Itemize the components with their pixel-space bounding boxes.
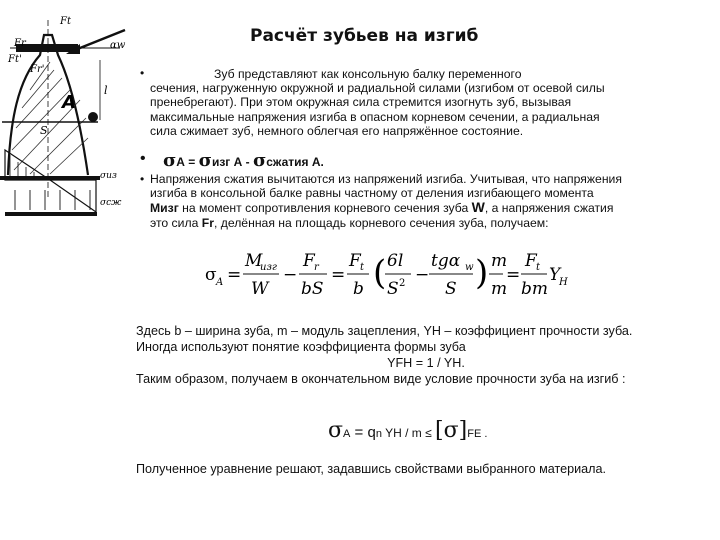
paragraph-1 bbox=[150, 67, 710, 138]
p3-line1: Здесь b – ширина зуба, m – модуль зацепления, YH – коэффициент прочности зуба. bbox=[136, 324, 633, 338]
f-s2: S bbox=[387, 279, 399, 299]
f-paren-close: ) bbox=[475, 253, 489, 293]
f-sigma: σ bbox=[205, 265, 217, 285]
eq1-sigma: σ bbox=[163, 150, 177, 171]
eq2-sigma: σ bbox=[328, 418, 344, 443]
eq2-rb: ] bbox=[458, 418, 468, 443]
p2-line4a: это сила bbox=[150, 215, 202, 230]
label-l: l bbox=[104, 84, 108, 97]
f-m-bottom: m bbox=[491, 279, 508, 299]
f-eq1: = bbox=[227, 265, 242, 285]
eq2-sub-fe: FE . bbox=[467, 428, 488, 440]
f-s: S bbox=[445, 279, 457, 299]
page-title: Расчёт зубьев на изгиб bbox=[250, 26, 479, 46]
f-ft: F bbox=[349, 251, 361, 271]
eq1-sub-izg: изг А bbox=[211, 155, 243, 169]
f-minus: − bbox=[283, 265, 298, 285]
f-ft2: F bbox=[525, 251, 537, 271]
f-bs: bS bbox=[301, 279, 324, 299]
p2-w: W bbox=[471, 199, 485, 216]
label-ftp: Ft' bbox=[8, 54, 22, 65]
f-fr: F bbox=[303, 251, 315, 271]
p1-line2: сечения, нагруженную окружной и радиальной силами (изгибом от осевой силы bbox=[150, 81, 605, 96]
label-a: A bbox=[62, 92, 76, 113]
f-ft2-sub: t bbox=[536, 262, 541, 273]
bullet-2: • bbox=[140, 150, 146, 167]
eq2-sigma2: σ bbox=[443, 418, 459, 443]
p2-line4c: , делённая на площадь корневого сечения зуба, получаем: bbox=[213, 215, 549, 230]
f-bm: bm bbox=[521, 279, 549, 299]
eq1-sigma2: σ bbox=[198, 150, 212, 171]
label-s: S bbox=[40, 124, 48, 137]
eq1-sigma3: σ bbox=[252, 150, 267, 171]
equation-sigma-a bbox=[163, 150, 324, 171]
label-alpha: αw bbox=[110, 40, 126, 51]
f-eq3: = bbox=[506, 265, 521, 285]
eq2-q: = q bbox=[354, 424, 376, 441]
strength-condition bbox=[328, 418, 487, 443]
p1-line3: пренебрегают). При этом окружная сила стремится изогнуть зуб, вызывая bbox=[150, 95, 572, 110]
f-ft-sub: t bbox=[360, 262, 365, 273]
p2-line1: Напряжения сжатия вычитаются из напряжений изгиба. Учитывая, что напряжения bbox=[150, 172, 622, 186]
tooth-bending-figure bbox=[0, 0, 140, 240]
bending-stress-formula bbox=[203, 244, 568, 304]
p3-line3: YFH = 1 / YH. bbox=[387, 356, 465, 370]
f-two: 2 bbox=[399, 278, 406, 289]
f-w: W bbox=[251, 279, 269, 299]
f-fr-sub: r bbox=[314, 262, 319, 273]
f-tg: tgα bbox=[431, 251, 461, 271]
label-ft: Ft bbox=[60, 16, 71, 27]
f-paren-open: ( bbox=[373, 253, 387, 293]
f-6l: 6l bbox=[387, 251, 404, 271]
f-m-sub: изг bbox=[260, 262, 277, 273]
label-sigma-izg: σиз bbox=[100, 171, 117, 181]
p1-line4: максимальные напряжения изгиба в опасном корневом сечении, а радиальная bbox=[150, 109, 600, 124]
f-m-top: m bbox=[491, 251, 508, 271]
p2-line4 bbox=[150, 216, 715, 230]
f-m: M bbox=[245, 251, 263, 271]
label-sigma-sj: σсж bbox=[100, 198, 122, 208]
p2-fr: Fr bbox=[201, 215, 214, 230]
f-b: b bbox=[353, 279, 364, 299]
bullet-1: • bbox=[140, 66, 145, 80]
label-fr: Fr bbox=[14, 38, 26, 49]
f-yh: Y bbox=[549, 265, 561, 285]
paragraph-3 bbox=[136, 323, 716, 387]
p2-line3 bbox=[150, 200, 715, 215]
eq2-sub-a: А bbox=[343, 428, 351, 440]
bullet-3: • bbox=[140, 172, 145, 186]
p2-mizg: Мизг bbox=[150, 201, 179, 216]
p1-line5: сила сжимает зуб, немного облегчая его напряжённое состояние. bbox=[150, 123, 524, 138]
p2-line3d: , а напряжения сжатия bbox=[484, 201, 614, 216]
paragraph-2 bbox=[150, 172, 715, 230]
paragraph-4: Полученное уравнение решают, задавшись свойствами выбранного материала. bbox=[136, 462, 606, 476]
p1-line1: Зуб представляют как консольную балку переменного bbox=[214, 67, 522, 81]
p2-line3b: на момент сопротивления корневого сечения зуба bbox=[178, 201, 472, 216]
eq2-yh: YH / m ≤ bbox=[381, 426, 435, 440]
f-yh-sub: H bbox=[559, 277, 568, 288]
eq1-minus: - bbox=[245, 155, 250, 169]
f-tg-sub: w bbox=[465, 262, 474, 273]
eq1-eq: = bbox=[188, 155, 196, 169]
p3-line2: Иногда используют понятие коэффициента формы зуба bbox=[136, 340, 466, 354]
label-frp: Fr' bbox=[30, 64, 45, 75]
eq1-sub-sj: сжатия А. bbox=[266, 155, 324, 169]
f-minus2: − bbox=[415, 265, 430, 285]
eq2-sub-n: n bbox=[375, 428, 382, 440]
eq2-lb: [ bbox=[435, 418, 444, 443]
f-eq2: = bbox=[331, 265, 346, 285]
f-sub-a: A bbox=[216, 277, 224, 288]
eq1-sub-a: А bbox=[176, 155, 185, 169]
p3-line4: Таким образом, получаем в окончательном виде условие прочности зуба на изгиб : bbox=[136, 372, 626, 386]
p2-line2: изгиба в консольной балке равны частному от деления изгибающего момента bbox=[150, 186, 594, 201]
